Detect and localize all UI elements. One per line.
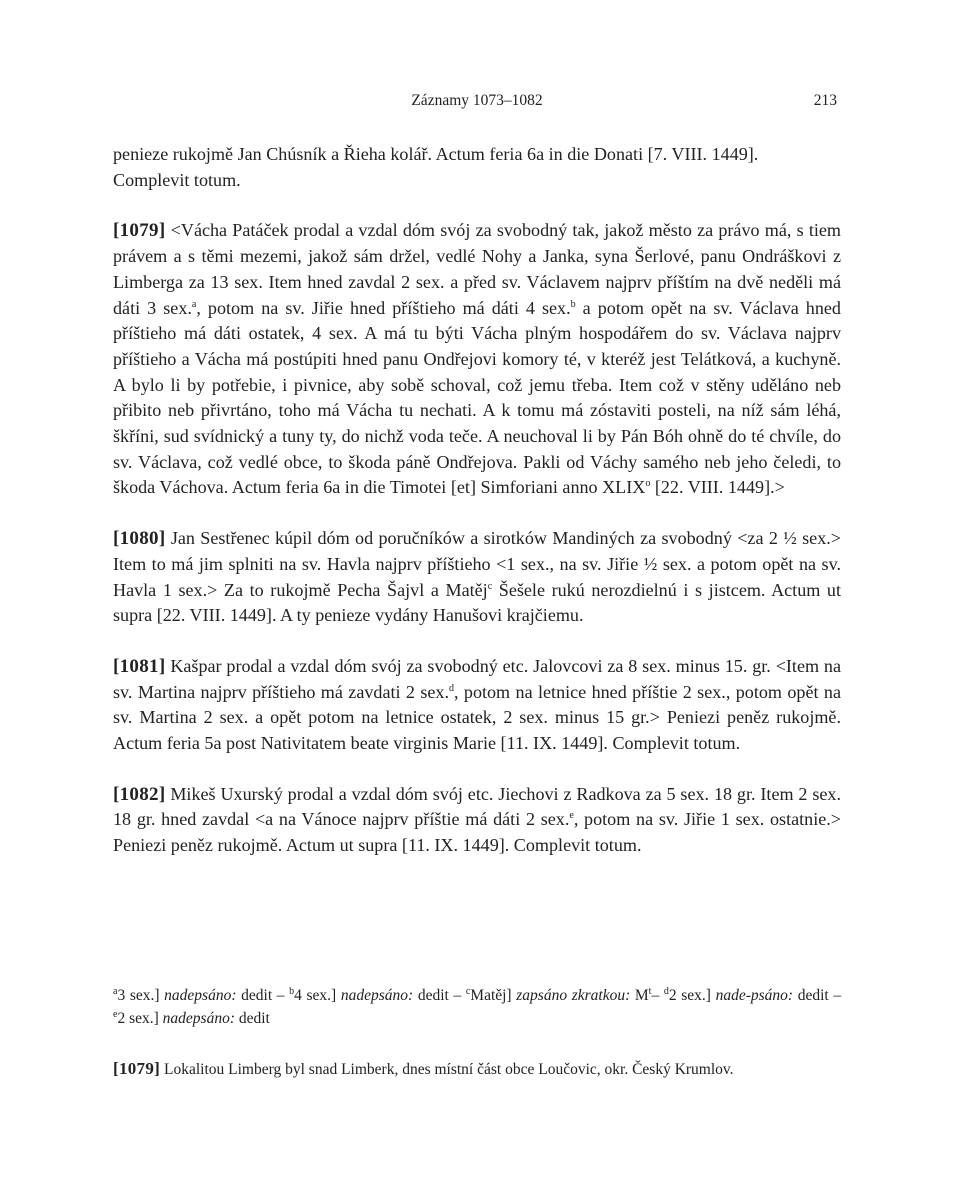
footnote-ref: 4 sex.]	[294, 987, 337, 1004]
commentary-paragraph	[113, 1057, 841, 1081]
entry-number: [1080]	[113, 528, 166, 550]
running-title: Záznamy 1073–1082	[411, 92, 543, 109]
footnote-mark: a	[191, 298, 197, 310]
entry-text: , potom na sv. Jiřie hned příštieho má dáti 4 sex.	[196, 297, 571, 318]
page-number: 213	[813, 92, 837, 109]
entry-1081	[113, 654, 841, 757]
footnote-text: dedit	[238, 1010, 270, 1027]
footnote-text: dedit –	[417, 987, 466, 1004]
footnote-kind: zapsáno zkratkou:	[516, 987, 631, 1004]
body-text	[113, 142, 841, 859]
entry-1080	[113, 526, 841, 629]
footnote-mark: d	[448, 682, 454, 694]
footnote-kind: nade-psáno:	[715, 987, 794, 1004]
footnote-text: M	[634, 987, 649, 1004]
entry-text: , potom na sv. Jiřie 1 sex. ostatnie.> Peniezi peněz rukojmě. Actum ut supra [11. IX. 1449]. Complevit totum.	[113, 809, 841, 856]
footnote-mark: e	[569, 810, 574, 822]
footnote-kind: nadepsáno:	[164, 987, 237, 1004]
footnote-label: c	[465, 985, 471, 997]
footnote-label: d	[663, 985, 669, 997]
running-head	[113, 92, 841, 114]
entry-text: Mikeš Uxurský prodal a vzdal dóm svój etc. Jiechovi z Radkova za 5 sex. 18 gr. Item 2 sex. 18 gr. hned zavdal <a na Vánoce najprv příštie má dáti 2 sex.	[113, 783, 841, 830]
superscript-o: o	[645, 478, 651, 490]
footnote-ref: 2 sex.]	[117, 1010, 159, 1027]
intro-text-2: Complevit totum.	[113, 169, 241, 190]
footnote-text: dedit –	[241, 987, 290, 1004]
footnotes	[113, 984, 841, 1030]
commentary	[113, 1041, 841, 1096]
commentary-number: [1079]	[113, 1058, 161, 1078]
footnote-kind: nadepsáno:	[162, 1010, 235, 1027]
footnote-ref: 3 sex.]	[117, 987, 160, 1004]
footnote-ref: Matěj]	[470, 987, 512, 1004]
entry-text: <Vácha Patáček prodal a vzdal dóm svój za svobodný tak, jakož město za právo má, s tiem právem a s těmi mezemi, jakož sám držel, vedlé Nohy a Janka, syna Šerlové, panu Ondráškovi z Limberga za 13 sex. Item hned zavdal 2 sex. a před sv. Václavem najprv příštím na dvě neděli má dáti 3 sex.	[113, 220, 841, 318]
footnote-label: e	[113, 1008, 118, 1020]
intro-paragraph	[113, 142, 841, 193]
entry-text: Šešele rukú nerozdielnú i s jistcem. Actum ut supra [22. VIII. 1449]. A ty penieze vydány Hanušovi krajčiemu.	[113, 579, 841, 626]
commentary-text: Lokalitou Limberg byl snad Limberk, dnes místní část obce Loučovic, okr. Český Krumlov.	[160, 1060, 734, 1078]
entry-number: [1079]	[113, 220, 166, 242]
footnote-mark: c	[487, 580, 493, 592]
footnote-list	[113, 984, 841, 1030]
entry-text: [22. VIII. 1449].>	[650, 477, 785, 498]
footnote-kind: nadepsáno:	[340, 987, 414, 1004]
entry-1082	[113, 782, 841, 859]
footnote-ref: 2 sex.]	[668, 987, 711, 1004]
intro-text-1: penieze rukojmě Jan Chúsník a Řieha kolář. Actum feria 6a in die Donati [7. VIII. 1449].	[113, 144, 759, 164]
footnote-mark: b	[570, 298, 576, 310]
entry-text: Kašpar prodal a vzdal dóm svój za svobodný etc. Jalovcovi za 8 sex. minus 15. gr. <Item na sv. Martina najprv příštieho má zavdati 2 sex.	[113, 655, 841, 702]
footnote-label: b	[289, 985, 295, 997]
entry-number: [1082]	[113, 783, 166, 805]
footnote-sup: t	[648, 985, 652, 997]
footnote-text: –	[651, 987, 664, 1004]
footnote-label: a	[113, 985, 118, 997]
entry-text: Jan Sestřenec kúpil dóm od poručníków a sirotków Mandiných za svobodný <za 2 ½ sex.> Item to má jim splniti na sv. Havla najprv příštieho <1 sex., na sv. Jiřie ½ sex. a potom opět na sv. Havla 1 sex.> Za to rukojmě Pecha Šajvl a Matěj	[113, 528, 841, 600]
footnote-text: dedit –	[797, 987, 842, 1004]
entry-1079	[113, 218, 841, 501]
entry-number: [1081]	[113, 655, 166, 677]
entry-text: a potom opět na sv. Václava hned příštieho má dáti ostatek, 4 sex. A má tu býti Vácha plným hospodářem do sv. Václava najprv příštieho a Vácha má postúpiti hned panu Ondřejovi komory té, v kteréž jest Telátková, a kuchyně. A bylo li by potřebie, i pivnice, aby sobě schoval, což jemu třeba. Item což v stěny uděláno neb přibito neb přivrtáno, toho má Vácha tu nechati. A k tomu má zóstaviti posteli, na níž sám léhá, škříni, sud svídnický a tuny ty, do nichž voda teče. A neuchoval li by Pán Bóh ohně do té chvíle, do sv. Václava, což vedlé obce, to škoda páně Ondřejova. Pakli od Váchy samého neb jeho čeledi, to škoda Váchova. Actum feria 6a in die Timotei [et] Simforiani anno XLIX	[113, 297, 841, 498]
entry-text: , potom na letnice hned příštie 2 sex., potom opět na sv. Martina 2 sex. a opět potom na letnice ostatek, 2 sex. minus 15 gr.> Peniezi peněz rukojmě. Actum feria 5a post Nativitatem beate virginis Marie [11. IX. 1449]. Complevit totum.	[113, 681, 841, 754]
